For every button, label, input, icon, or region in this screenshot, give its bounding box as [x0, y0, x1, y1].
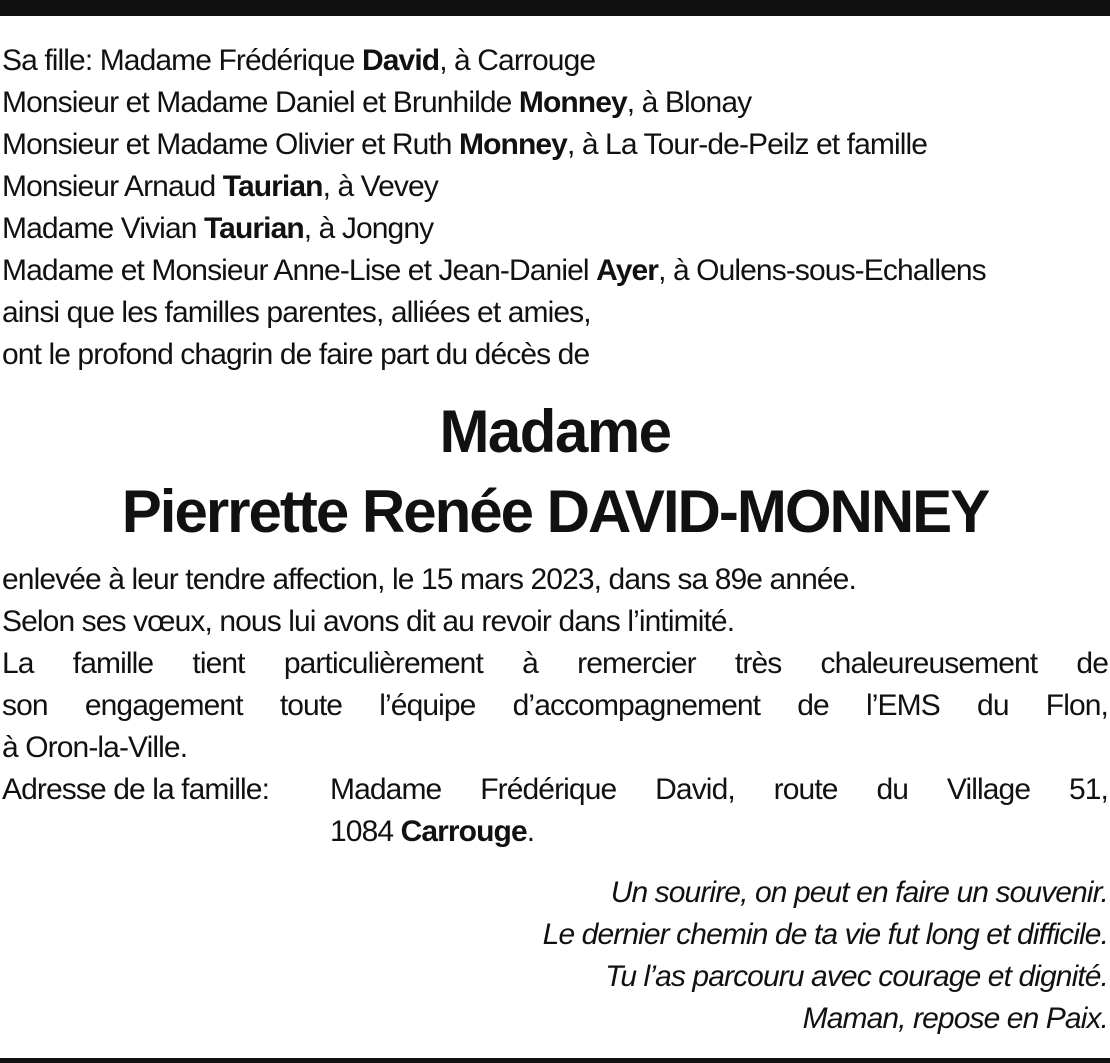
family-line-text: Monsieur et Madame Olivier et Ruth [2, 128, 460, 161]
top-rule [0, 0, 1110, 16]
family-surname: Monney [518, 86, 627, 119]
family-line [2, 250, 1108, 292]
thanks-line: La famille tient particulièrement à remercier très chaleureusement de [2, 647, 1108, 680]
family-location: , à Vevey [322, 170, 438, 203]
family-list [2, 40, 1108, 376]
death-notice: enlevée à leur tendre affection, le 15 mars 2023, dans sa 89e année. [2, 563, 856, 596]
poem-line: Le dernier chemin de ta vie fut long et difficile. [542, 918, 1108, 951]
announcement-line: ont le profond chagrin de faire part du décès de [2, 338, 590, 371]
address-postcode: 1084 [330, 815, 401, 848]
address-city: Carrouge [400, 815, 527, 848]
family-line-text: Monsieur Arnaud [2, 170, 223, 203]
deceased-title: Madame [439, 398, 671, 465]
family-surname: Monney [459, 128, 567, 161]
family-address [2, 769, 1108, 811]
thanks-line: à Oron-la-Ville. [2, 731, 188, 764]
bottom-rule [0, 1058, 1110, 1063]
family-surname: David [361, 44, 440, 77]
family-surname: Ayer [596, 254, 659, 287]
announcement-body [2, 559, 1108, 853]
family-line-text: Madame et Monsieur Anne-Lise et Jean-Daniel [2, 254, 597, 287]
deceased-name: Pierrette Renée DAVID-MONNEY [121, 478, 989, 545]
farewell-note: Selon ses vœux, nous lui avons dit au revoir dans l’intimité. [2, 605, 735, 638]
family-location: , à Carrouge [439, 44, 596, 77]
family-location: , à Jongny [303, 212, 434, 245]
family-line [2, 166, 1108, 208]
family-location: , à Blonay [626, 86, 752, 119]
family-line-text: Sa fille: Madame Frédérique [2, 44, 362, 77]
family-location: , à Oulens-sous-Echallens [658, 254, 986, 287]
family-line-text: Monsieur et Madame Daniel et Brunhilde [2, 86, 519, 119]
family-surname: Taurian [203, 212, 304, 245]
family-closing: ainsi que les familles parentes, alliées et amies, [2, 296, 591, 329]
family-line [2, 40, 1108, 82]
address-label: Adresse de la famille: [2, 773, 270, 806]
address-end: . [526, 815, 535, 848]
thanks-line: son engagement toute l’équipe d’accompagnement de l’EMS du Flon, [2, 689, 1108, 722]
address-street: Madame Frédérique David, route du Village 51, [330, 773, 1108, 806]
family-line [2, 82, 1108, 124]
family-surname: Taurian [222, 170, 323, 203]
poem-line: Tu l’as parcouru avec courage et dignité. [605, 960, 1108, 993]
family-line-text: Madame Vivian [2, 212, 204, 245]
address-city-line [2, 811, 1108, 853]
family-line [2, 124, 1108, 166]
family-line [2, 208, 1108, 250]
poem-line: Un sourire, on peut en faire un souvenir. [610, 876, 1108, 909]
poem-line: Maman, repose en Paix. [802, 1002, 1108, 1035]
memorial-poem [300, 872, 1108, 1040]
family-location: , à La Tour-de-Peilz et famille [566, 128, 928, 161]
